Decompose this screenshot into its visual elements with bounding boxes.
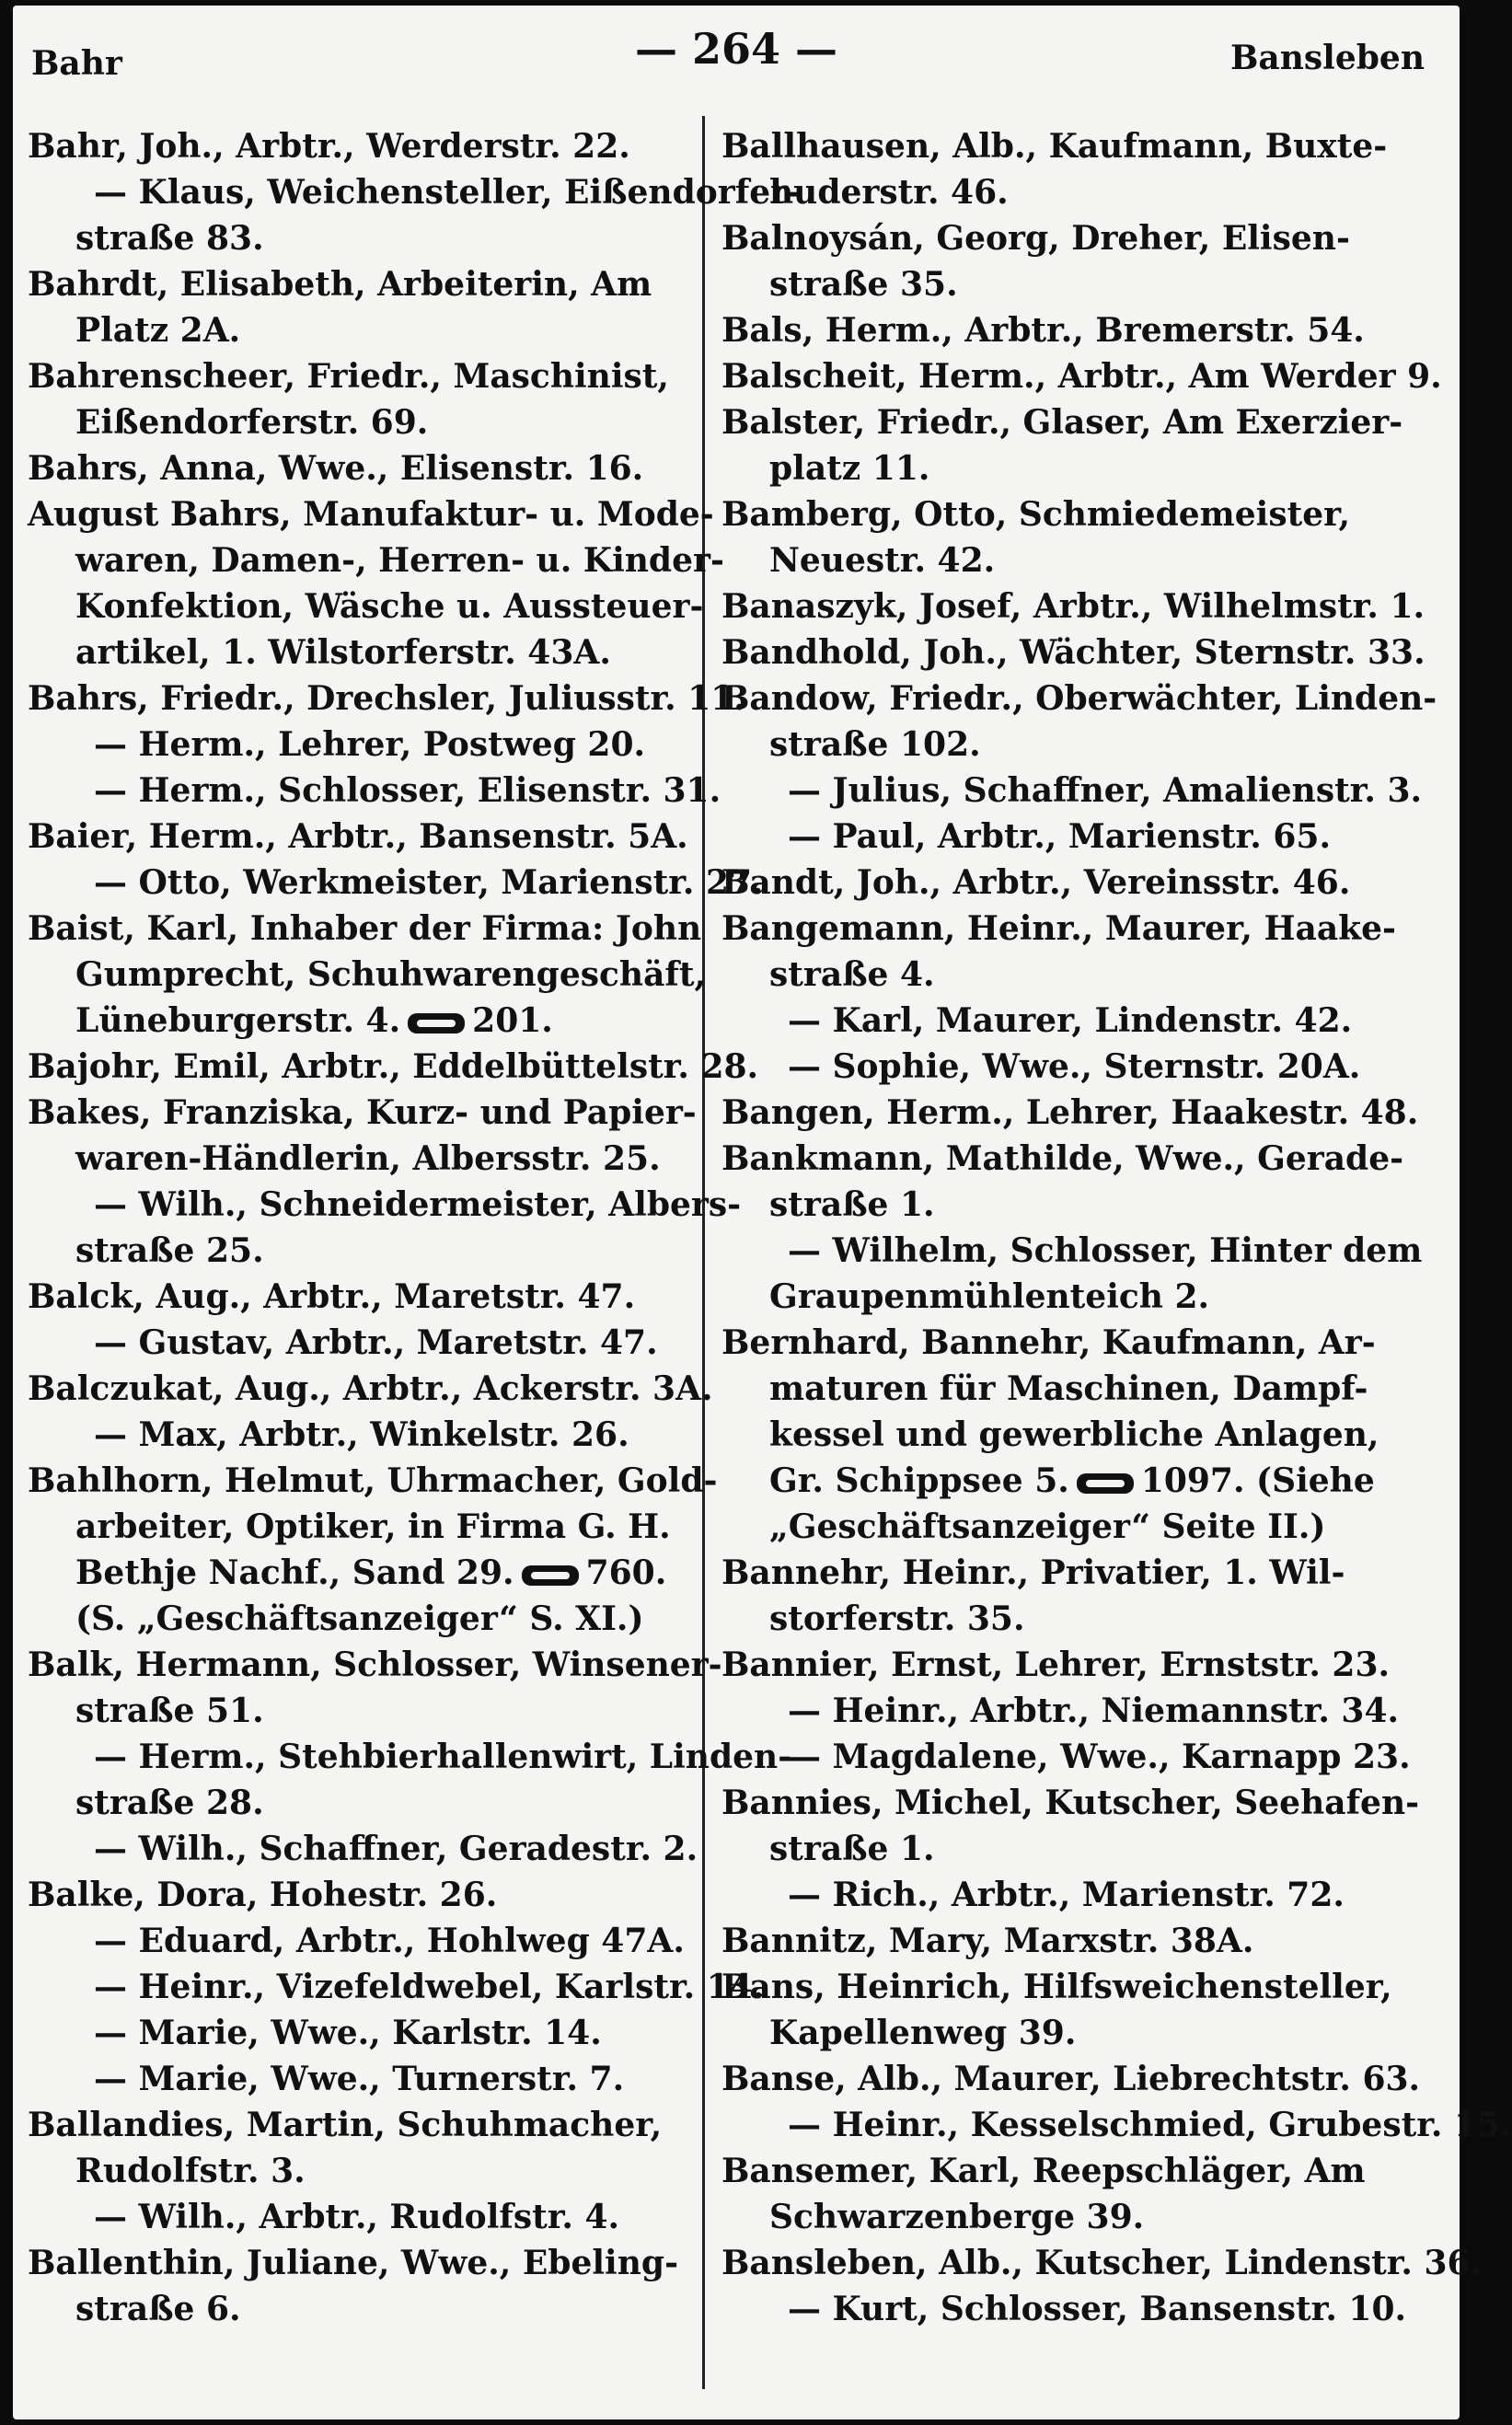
entry-continuation-line (28, 307, 690, 353)
entry-line (28, 2010, 690, 2056)
directory-entry (28, 1182, 742, 1274)
entry-text: Balke, Dora, Hohestr. 26. (28, 1876, 498, 1914)
directory-entry (721, 583, 1425, 629)
page-number: — 264 — (634, 24, 838, 74)
left-column (28, 123, 802, 2332)
entry-continuation-line (28, 1780, 690, 1826)
directory-entry (721, 1918, 1412, 1964)
directory-entry (28, 768, 721, 814)
directory-entry (721, 1090, 1419, 1136)
entry-continuation-line (28, 1136, 690, 1182)
entry-line (28, 1872, 690, 1918)
directory-entry (28, 169, 802, 261)
entry-text: — Kurt, Schlosser, Bansenstr. 10. (788, 2290, 1407, 2328)
entry-continuation-line (28, 399, 690, 445)
entry-line (28, 445, 690, 491)
entry-line (721, 1872, 1412, 1918)
entry-text: Balnoysán, Georg, Dreher, Elisen- (721, 219, 1350, 258)
entry-text: Gumprecht, Schuhwarengeschäft, (75, 955, 707, 994)
entry-line (28, 860, 764, 906)
entry-text: — Max, Arbtr., Winkelstr. 26. (94, 1415, 629, 1454)
entry-continuation-line (28, 583, 704, 629)
directory-entry (28, 2056, 690, 2102)
entry-text: Gr. Schippsee 5. (769, 1461, 1069, 1500)
entry-line (28, 676, 745, 722)
entry-text: „Geschäftsanzeiger“ Seite II.) (769, 1507, 1326, 1546)
entry-line (28, 491, 714, 537)
directory-entry (28, 2240, 690, 2332)
directory-entry (721, 1136, 1412, 1228)
entry-line (28, 123, 690, 169)
entry-text: Neuestr. 42. (769, 541, 996, 580)
entry-line (28, 1366, 713, 1412)
entry-text: Balk, Hermann, Schlosser, Winsener- (28, 1646, 722, 1684)
entry-line (721, 1688, 1412, 1734)
entry-line (28, 169, 802, 215)
entry-text: — Marie, Wwe., Turnerstr. 7. (94, 2060, 625, 2098)
directory-entry (28, 2102, 690, 2194)
entry-continuation-line (28, 998, 690, 1044)
entry-line (721, 491, 1412, 537)
entry-continuation-line (28, 537, 724, 583)
entry-continuation-line (721, 1458, 1412, 1504)
entry-line (721, 307, 1412, 353)
entry-line (721, 1964, 1412, 2010)
directory-entry (721, 629, 1425, 676)
entry-text: Ballandies, Martin, Schuhmacher, (28, 2106, 663, 2144)
entry-line (28, 722, 690, 768)
entry-continuation-line (721, 169, 1412, 215)
directory-entry (721, 1320, 1412, 1550)
entry-text: Bernhard, Bannehr, Kaufmann, Ar- (721, 1323, 1376, 1362)
entry-text: — Eduard, Arbtr., Hohlweg 47A. (94, 1922, 685, 1960)
directory-entry (28, 676, 745, 722)
directory-entry (721, 1550, 1412, 1642)
entry-line (721, 1044, 1412, 1090)
entry-text: — Wilh., Arbtr., Rudolfstr. 4. (94, 2198, 620, 2236)
entry-line (721, 814, 1412, 860)
entry-text: Bansemer, Karl, Reepschläger, Am (721, 2152, 1366, 2190)
entry-text: Bakes, Franziska, Kurz- und Papier- (28, 1093, 697, 1132)
entry-line (721, 860, 1412, 906)
entry-text: straße 1. (769, 1830, 935, 1868)
entry-text: Balck, Aug., Arbtr., Maretstr. 47. (28, 1277, 636, 1316)
directory-entry (28, 1044, 759, 1090)
page-header (13, 6, 1460, 90)
entry-line (28, 1412, 690, 1458)
entry-line (721, 583, 1425, 629)
entry-text: Bangen, Herm., Lehrer, Haakestr. 48. (721, 1093, 1419, 1132)
entry-text: kessel und gewerbliche Anlagen, (769, 1415, 1379, 1454)
entry-line (28, 814, 690, 860)
entry-line (28, 1182, 742, 1228)
entry-text: Bahlhorn, Helmut, Uhrmacher, Gold- (28, 1461, 718, 1500)
entry-text: — Heinr., Kesselschmied, Grubestr. 15. (788, 2106, 1512, 2144)
entry-text: Graupenmühlenteich 2. (769, 1277, 1210, 1316)
entry-line (721, 2102, 1512, 2148)
directory-entry (721, 2148, 1412, 2240)
entry-line (721, 1642, 1412, 1688)
entry-continuation-line (28, 1688, 690, 1734)
entry-continuation-line (721, 2194, 1412, 2240)
entry-text: Bahrs, Anna, Wwe., Elisenstr. 16. (28, 449, 644, 488)
entry-text: Bandow, Friedr., Oberwächter, Linden- (721, 679, 1437, 718)
entry-line (28, 1320, 690, 1366)
header-left-keyword: Bahr (31, 44, 122, 83)
entry-text: Lüneburgerstr. 4. (75, 1001, 401, 1040)
entry-text: Bankmann, Mathilde, Wwe., Gerade- (721, 1139, 1404, 1178)
directory-entry (28, 1320, 690, 1366)
entry-line (28, 1044, 759, 1090)
entry-continuation-line (28, 1504, 690, 1550)
entry-line (721, 215, 1412, 261)
entry-text: Bahrdt, Elisabeth, Arbeiterin, Am (28, 265, 652, 304)
directory-entry (721, 1872, 1412, 1918)
entry-text: Bannehr, Heinr., Privatier, 1. Wil- (721, 1553, 1345, 1592)
entry-line (28, 768, 721, 814)
directory-entry (28, 1918, 690, 1964)
entry-line (28, 1090, 697, 1136)
entry-continuation-line (28, 1550, 690, 1596)
directory-entry (28, 261, 690, 353)
directory-entry (28, 123, 690, 169)
entry-text: Platz 2A. (75, 311, 241, 350)
directory-entry (721, 768, 1423, 814)
entry-text: — Magdalene, Wwe., Karnapp 23. (788, 1738, 1411, 1776)
entry-text: straße 102. (769, 725, 981, 764)
entry-text: — Otto, Werkmeister, Marienstr. 27. (94, 863, 764, 902)
entry-text: — Wilh., Schaffner, Geradestr. 2. (94, 1830, 698, 1868)
entry-text: platz 11. (769, 449, 930, 488)
directory-entry (721, 1734, 1412, 1780)
entry-text: — Herm., Lehrer, Postweg 20. (94, 725, 646, 764)
directory-entry (721, 1688, 1412, 1734)
entry-text: — Gustav, Arbtr., Maretstr. 47. (94, 1323, 658, 1362)
directory-entry (721, 814, 1412, 860)
entry-text: — Herm., Stehbierhallenwirt, Linden- (94, 1738, 792, 1776)
entry-line (721, 629, 1425, 676)
telephone-number: 1097. (Siehe (1140, 1461, 1375, 1500)
entry-continuation-line (721, 722, 1412, 768)
entry-text: Bangemann, Heinr., Maurer, Haake- (721, 909, 1396, 948)
entry-line (28, 1642, 722, 1688)
entry-text: arbeiter, Optiker, in Firma G. H. (75, 1507, 671, 1546)
entry-line (721, 353, 1442, 399)
directory-entry (28, 353, 690, 445)
entry-continuation-line (28, 215, 690, 261)
entry-text: — Klaus, Weichensteller, Eißendorfer- (94, 173, 802, 212)
directory-entry (28, 1964, 765, 2010)
entry-line (721, 399, 1412, 445)
entry-text: Bahrs, Friedr., Drechsler, Juliusstr. 11. (28, 679, 745, 718)
entry-continuation-line (721, 1504, 1412, 1550)
entry-line (721, 2240, 1483, 2286)
entry-line (721, 998, 1412, 1044)
directory-entry (721, 1044, 1412, 1090)
directory-entry (28, 445, 690, 491)
entry-text: Bansleben, Alb., Kutscher, Lindenstr. 36. (721, 2244, 1483, 2282)
entry-text: Bals, Herm., Arbtr., Bremerstr. 54. (721, 311, 1365, 350)
directory-entry (721, 1228, 1423, 1320)
entry-line (721, 123, 1412, 169)
directory-entry (721, 906, 1412, 998)
entry-text: straße 1. (769, 1185, 935, 1224)
entry-line (721, 1136, 1412, 1182)
entry-text: — Marie, Wwe., Karlstr. 14. (94, 2014, 602, 2052)
directory-entry (721, 353, 1442, 399)
directory-entry (28, 1090, 697, 1182)
entry-text: — Heinr., Arbtr., Niemannstr. 34. (788, 1692, 1400, 1730)
header-right-keyword: Bansleben (1229, 39, 1425, 77)
entry-line (721, 1228, 1423, 1274)
column-divider (702, 116, 705, 2389)
entry-continuation-line (28, 952, 707, 998)
entry-line (721, 906, 1412, 952)
entry-text: Banaszyk, Josef, Arbtr., Wilhelmstr. 1. (721, 587, 1425, 626)
entry-text: Bannies, Michel, Kutscher, Seehafen- (721, 1784, 1420, 1822)
entry-text: Bannitz, Mary, Marxstr. 38A. (721, 1922, 1254, 1960)
entry-line (28, 1964, 765, 2010)
entry-continuation-line (721, 1366, 1412, 1412)
telephone-number: 760. (585, 1553, 667, 1592)
entry-line (28, 1458, 718, 1504)
entry-text: Eißendorferstr. 69. (75, 403, 429, 442)
entry-text: maturen für Maschinen, Dampf- (769, 1369, 1368, 1408)
entry-text: straße 51. (75, 1692, 264, 1730)
entry-continuation-line (28, 629, 690, 676)
directory-entry (721, 123, 1412, 215)
entry-text: Balczukat, Aug., Arbtr., Ackerstr. 3A. (28, 1369, 713, 1408)
entry-line (721, 1320, 1412, 1366)
directory-entry (28, 722, 690, 768)
entry-text: waren, Damen-, Herren- u. Kinder- (75, 541, 724, 580)
entry-text: — Heinr., Vizefeldwebel, Karlstr. 14. (94, 1968, 765, 2006)
directory-entry (28, 1366, 713, 1412)
entry-text: — Sophie, Wwe., Sternstr. 20A. (788, 1047, 1361, 1086)
entry-continuation-line (721, 1826, 1412, 1872)
entry-text: — Wilh., Schneidermeister, Albers- (94, 1185, 742, 1224)
entry-text: (S. „Geschäftsanzeiger“ S. XI.) (75, 1599, 644, 1638)
directory-entry (721, 676, 1437, 768)
directory-entry (721, 2056, 1421, 2102)
telephone-icon (522, 1565, 579, 1586)
directory-entry (721, 998, 1412, 1044)
entry-text: Bandhold, Joh., Wächter, Sternstr. 33. (721, 633, 1425, 672)
directory-entry (721, 1780, 1420, 1872)
entry-line (28, 261, 690, 307)
directory-entry (28, 906, 707, 1044)
directory-entry (28, 1412, 690, 1458)
entry-text: artikel, 1. Wilstorferstr. 43A. (75, 633, 611, 672)
right-column (721, 123, 1512, 2332)
entry-text: — Julius, Schaffner, Amalienstr. 3. (788, 771, 1423, 810)
entry-line (721, 1734, 1412, 1780)
entry-text: Baier, Herm., Arbtr., Bansenstr. 5A. (28, 817, 688, 856)
entry-continuation-line (721, 1412, 1412, 1458)
entry-continuation-line (721, 1182, 1412, 1228)
entry-continuation-line (721, 1274, 1412, 1320)
entry-text: — Paul, Arbtr., Marienstr. 65. (788, 817, 1331, 856)
entry-text: Bannier, Ernst, Lehrer, Ernststr. 23. (721, 1646, 1391, 1684)
entry-text: Balscheit, Herm., Arbtr., Am Werder 9. (721, 357, 1442, 396)
entry-line (28, 1918, 690, 1964)
entry-text: Schwarzenberge 39. (769, 2198, 1145, 2236)
directory-entry (721, 215, 1412, 307)
entry-line (28, 906, 702, 952)
entry-text: Rudolfstr. 3. (75, 2152, 306, 2190)
directory-entry (721, 1642, 1412, 1688)
entry-continuation-line (721, 2010, 1412, 2056)
entry-text: straße 35. (769, 265, 958, 304)
entry-continuation-line (28, 1228, 690, 1274)
entry-line (721, 1550, 1412, 1596)
entry-line (721, 1780, 1420, 1826)
entry-line (721, 1918, 1412, 1964)
entry-line (28, 1274, 690, 1320)
directory-entry (28, 1458, 718, 1642)
entry-line (721, 768, 1423, 814)
directory-entry (721, 2286, 1412, 2332)
directory-entry (28, 860, 764, 906)
directory-entry (721, 491, 1412, 583)
directory-entry (721, 860, 1412, 906)
directory-entry (28, 2010, 690, 2056)
directory-entry (28, 1826, 698, 1872)
entry-text: storferstr. 35. (769, 1599, 1025, 1638)
entry-text: Ballenthin, Juliane, Wwe., Ebeling- (28, 2244, 679, 2282)
entry-line (721, 1090, 1419, 1136)
directory-entry (28, 1734, 792, 1826)
telephone-icon (1077, 1473, 1134, 1494)
entry-text: straße 6. (75, 2290, 241, 2328)
directory-entry (28, 491, 724, 676)
directory-entry (28, 814, 690, 860)
entry-line (721, 2056, 1421, 2102)
entry-text: huderstr. 46. (769, 173, 1009, 212)
entry-text: straße 4. (769, 955, 935, 994)
entry-continuation-line (28, 2148, 690, 2194)
entry-text: Banse, Alb., Maurer, Liebrechtstr. 63. (721, 2060, 1421, 2098)
entry-line (28, 1826, 698, 1872)
entry-text: Balster, Friedr., Glaser, Am Exerzier- (721, 403, 1403, 442)
directory-entry (721, 2102, 1512, 2148)
entry-line (721, 2148, 1412, 2194)
entry-text: Bahr, Joh., Arbtr., Werderstr. 22. (28, 127, 630, 166)
entry-continuation-line (721, 952, 1412, 998)
entry-text: Konfektion, Wäsche u. Aussteuer- (75, 587, 704, 626)
entry-text: Bamberg, Otto, Schmiedemeister, (721, 495, 1351, 534)
entry-text: — Herm., Schlosser, Elisenstr. 31. (94, 771, 721, 810)
telephone-icon (408, 1013, 465, 1034)
entry-continuation-line (721, 1596, 1412, 1642)
entry-line (28, 2056, 690, 2102)
entry-text: Kapellenweg 39. (769, 2014, 1077, 2052)
entry-text: Bandt, Joh., Arbtr., Vereinsstr. 46. (721, 863, 1351, 902)
entry-text: — Wilhelm, Schlosser, Hinter dem (788, 1231, 1423, 1270)
directory-entry (28, 1872, 690, 1918)
entry-line (721, 2286, 1412, 2332)
directory-entry (721, 307, 1412, 353)
entry-text: August Bahrs, Manufaktur- u. Mode- (28, 495, 714, 534)
entry-line (28, 1734, 792, 1780)
directory-entry (28, 2194, 690, 2240)
entry-line (721, 676, 1437, 722)
directory-entry (721, 2240, 1483, 2286)
entry-continuation-line (28, 1596, 690, 1642)
entry-text: — Karl, Maurer, Lindenstr. 42. (788, 1001, 1353, 1040)
entry-text: straße 25. (75, 1231, 264, 1270)
entry-line (28, 2194, 690, 2240)
entry-continuation-line (721, 537, 1412, 583)
directory-entry (721, 1964, 1412, 2056)
entry-continuation-line (721, 445, 1412, 491)
entry-text: Ballhausen, Alb., Kaufmann, Buxte- (721, 127, 1388, 166)
entry-text: straße 28. (75, 1784, 264, 1822)
entry-text: waren-Händlerin, Albersstr. 25. (75, 1139, 661, 1178)
entry-text: straße 83. (75, 219, 264, 258)
entry-line (28, 2240, 690, 2286)
entry-text: Bethje Nachf., Sand 29. (75, 1553, 514, 1592)
entry-text: Bahrenscheer, Friedr., Maschinist, (28, 357, 669, 396)
entry-text: Bajohr, Emil, Arbtr., Eddelbüttelstr. 28. (28, 1047, 759, 1086)
entry-continuation-line (28, 2286, 690, 2332)
entry-text: Bans, Heinrich, Hilfsweichensteller, (721, 1968, 1392, 2006)
directory-page (13, 6, 1512, 2419)
entry-text: Baist, Karl, Inhaber der Firma: John (28, 909, 702, 948)
entry-line (28, 2102, 690, 2148)
directory-entry (721, 399, 1412, 491)
telephone-number: 201. (472, 1001, 553, 1040)
entry-text: — Rich., Arbtr., Marienstr. 72. (788, 1876, 1345, 1914)
entry-continuation-line (721, 261, 1412, 307)
directory-entry (28, 1642, 722, 1734)
entry-line (28, 353, 690, 399)
directory-entry (28, 1274, 690, 1320)
